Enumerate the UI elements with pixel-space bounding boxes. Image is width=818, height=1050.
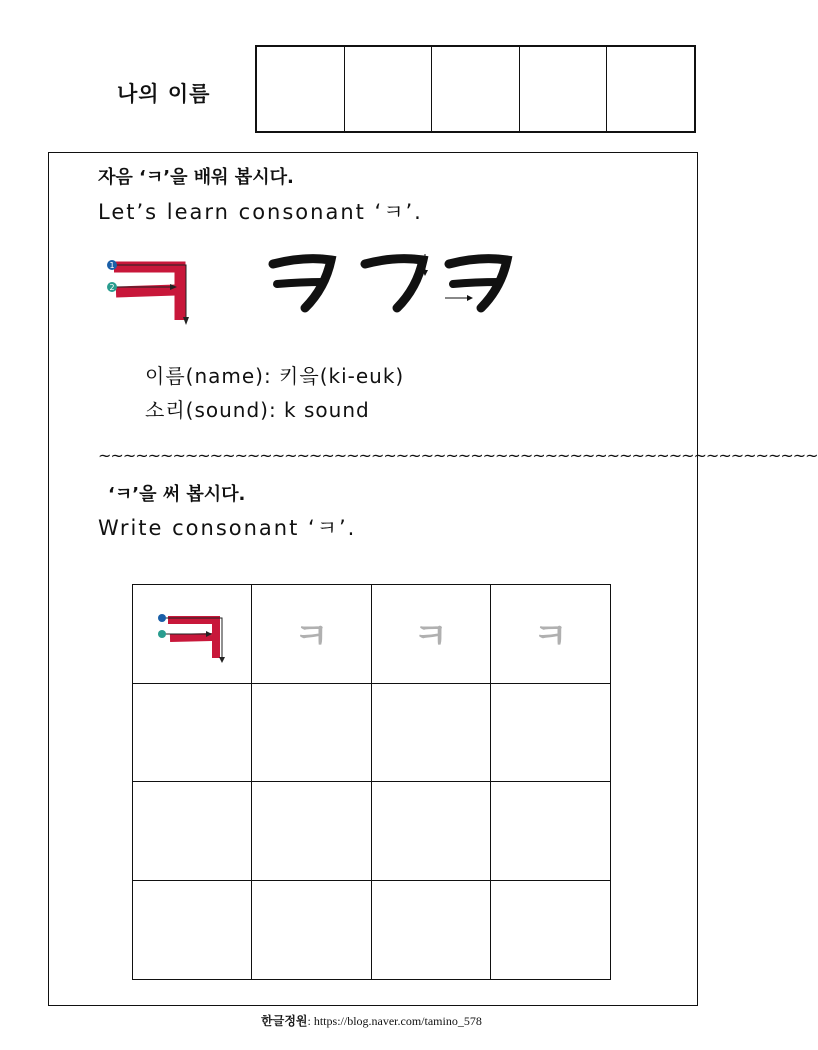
stroke-order-letter-small (152, 602, 232, 666)
intro-title-english: Let’s learn consonant ‘ㅋ’. (98, 200, 423, 224)
trace-letter: ㅋ (293, 616, 329, 658)
practice-cell-trace[interactable] (252, 585, 371, 684)
practice-cell[interactable] (491, 684, 610, 783)
practice-cell[interactable] (133, 881, 252, 980)
divider-line: ~~~~~~~~~~~~~~~~~~~~~~~~~~~~~~~~~~~~~~~~~~~~~~~~~~~~~~~~~~ (98, 446, 818, 465)
practice-cell[interactable] (491, 881, 610, 980)
practice-cell[interactable] (133, 782, 252, 881)
practice-cell-trace[interactable] (372, 585, 491, 684)
stroke-sequence (265, 248, 515, 318)
stroke-step-full (273, 259, 331, 308)
stroke-step-2 (445, 259, 507, 308)
intro-title-korean: 자음 ‘ㅋ’을 배워 봅시다. (98, 167, 294, 188)
practice-cell[interactable] (372, 684, 491, 783)
practice-cell[interactable] (252, 881, 371, 980)
letter-name-line: 이름(name): 키읔(ki-euk) (145, 364, 405, 388)
svg-text:2: 2 (109, 283, 115, 292)
stroke-order-letter (100, 245, 200, 330)
footer-brand: 한글정원 (261, 1014, 308, 1028)
practice-title-english: Write consonant ‘ㅋ’. (98, 516, 357, 540)
footer-url[interactable]: : https://blog.naver.com/tamino_578 (307, 1014, 482, 1028)
name-box[interactable] (520, 47, 608, 131)
practice-title-korean: ‘ㅋ’을 써 봅시다. (108, 484, 246, 505)
practice-cell[interactable] (133, 684, 252, 783)
practice-cell-example (133, 585, 252, 684)
practice-cell[interactable] (372, 881, 491, 980)
name-label: 나의 이름 (117, 82, 211, 106)
trace-letter: ㅋ (413, 616, 449, 658)
practice-cell[interactable] (252, 782, 371, 881)
letter-sound-line: 소리(sound): k sound (145, 398, 370, 422)
name-box[interactable] (607, 47, 694, 131)
practice-cell[interactable] (491, 782, 610, 881)
name-box[interactable] (345, 47, 433, 131)
footer (0, 1012, 743, 1029)
stroke-step-1 (365, 254, 428, 308)
trace-letter: ㅋ (532, 616, 568, 658)
practice-grid (132, 584, 611, 980)
name-boxes (255, 45, 696, 133)
name-box[interactable] (432, 47, 520, 131)
svg-text:1: 1 (109, 261, 115, 270)
practice-cell[interactable] (372, 782, 491, 881)
practice-cell-trace[interactable] (491, 585, 610, 684)
name-box[interactable] (257, 47, 345, 131)
practice-cell[interactable] (252, 684, 371, 783)
